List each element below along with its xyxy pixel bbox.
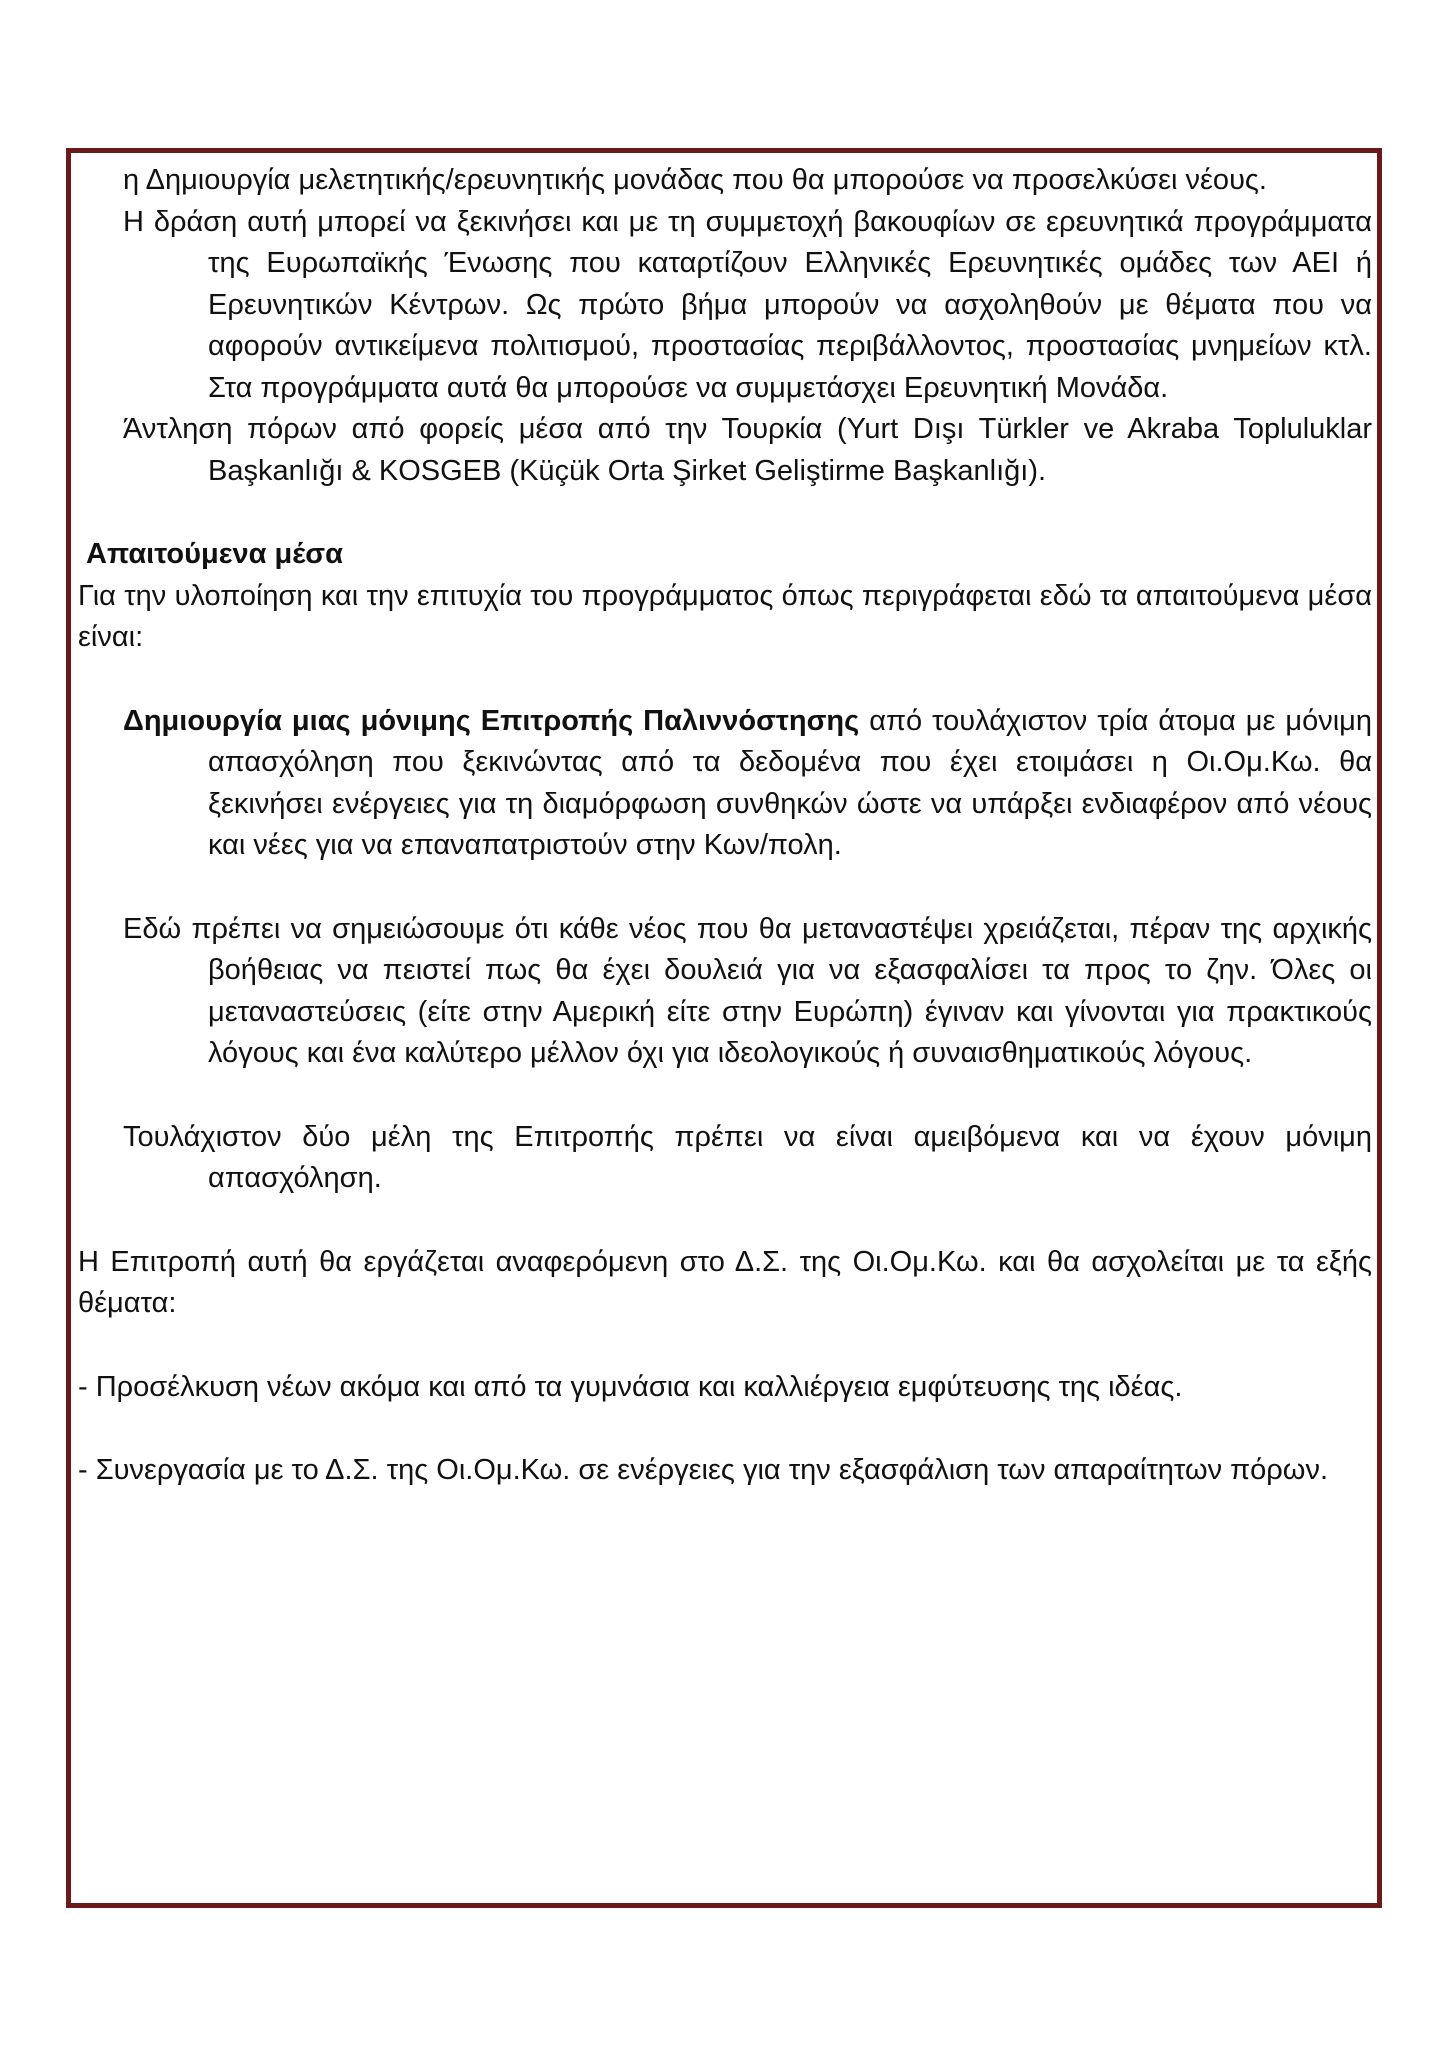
paragraph-eu-programs: Η δράση αυτή μπορεί να ξεκινήσει και με τη συμμετοχή βακουφίων σε ερευνητικά προγράμματα της Ευρωπαϊκής Ένωσης που καταρτίζουν Ελληνικές Ερευνητικές ομάδες των ΑΕΙ ή Ερευνητικών Κέντρων. Ως πρώτο βήμα μπορούν να ασχοληθούν με θέματα που να αφορούν αντικείμενα πολιτισμού, προστασίας περιβάλλοντος, προστασίας μνημείων κτλ. Στα προγράμματα αυτά θα μπορούσε να συμμετάσχει Ερευνητική Μονάδα. <box>123 205 1372 404</box>
committee-description: από τουλάχιστον τρία άτομα με μόνιμη απασχόληση που ξεκινώντας από τα δεδομένα που έχει ετοιμάσει η Οι.Ομ.Κω. θα ξεκινήσει ενέργειες για τη διαμόρφωση συνθηκών ώστε να υπάρξει ενδιαφέρον από νέους και νέες για να επαναπατριστούν στην Κων/πολη. <box>208 704 1372 861</box>
list-item-attraction: - Προσέλκυση νέων ακόμα και από τα γυμνάσια και καλλιέργεια εμφύτευσης της ιδέας. <box>78 1370 1183 1403</box>
paragraph-required-means: Για την υλοποίηση και την επιτυχία του προγράμματος όπως περιγράφεται εδώ τα απαιτούμενα μέσα είναι: <box>78 579 1372 653</box>
paragraph-funding-turkey: Άντληση πόρων από φορείς μέσα από την Τουρκία (Yurt Dışı Türkler ve Akraba Topluluklar Başkanlığı & KOSGEB (Küçük Orta Şirket Geliştirme Başkanlığı). <box>123 413 1372 487</box>
paragraph-migration-note: Εδώ πρέπει να σημειώσουμε ότι κάθε νέος που θα μεταναστέψει χρειάζεται, πέραν της αρχικής βοήθειας να πειστεί πως θα έχει δουλειά για να εξασφαλίσει τα προς το ζην. Όλες οι μεταναστεύσεις (είτε στην Αμερική είτε στην Ευρώπη) έγιναν και γίνονται για πρακτικούς λόγους και ένα καλύτερο μέλλον όχι για ιδεολογικούς ή συναισθηματικούς λόγους. <box>123 912 1372 1069</box>
paragraph-committee-reporting: Η Επιτροπή αυτή θα εργάζεται αναφερόμενη στο Δ.Σ. της Οι.Ομ.Κω. και θα ασχολείται με τα εξής θέματα: <box>78 1245 1372 1319</box>
paragraph-committee <box>123 701 1372 867</box>
paragraph-research-unit: η Δημιουργία μελετητικής/ερευνητικής μονάδας που θα μπορούσε να προσελκύσει νέους. <box>123 164 1267 196</box>
list-item-cooperation: - Συνεργασία με το Δ.Σ. της Οι.Ομ.Κω. σε ενέργειες για την εξασφάλιση των απαραίτητων πόρων. <box>78 1454 1329 1486</box>
section-heading: Απαιτούμενα μέσα <box>86 538 343 570</box>
paragraph-paid-members: Τουλάχιστον δύο μέλη της Επιτροπής πρέπει να είναι αμειβόμενα και να έχουν μόνιμη απασχόληση. <box>123 1120 1372 1194</box>
committee-title: Δημιουργία μιας μόνιμης Επιτροπής Παλιννόστησης <box>123 704 860 737</box>
document-body <box>78 160 1372 1492</box>
